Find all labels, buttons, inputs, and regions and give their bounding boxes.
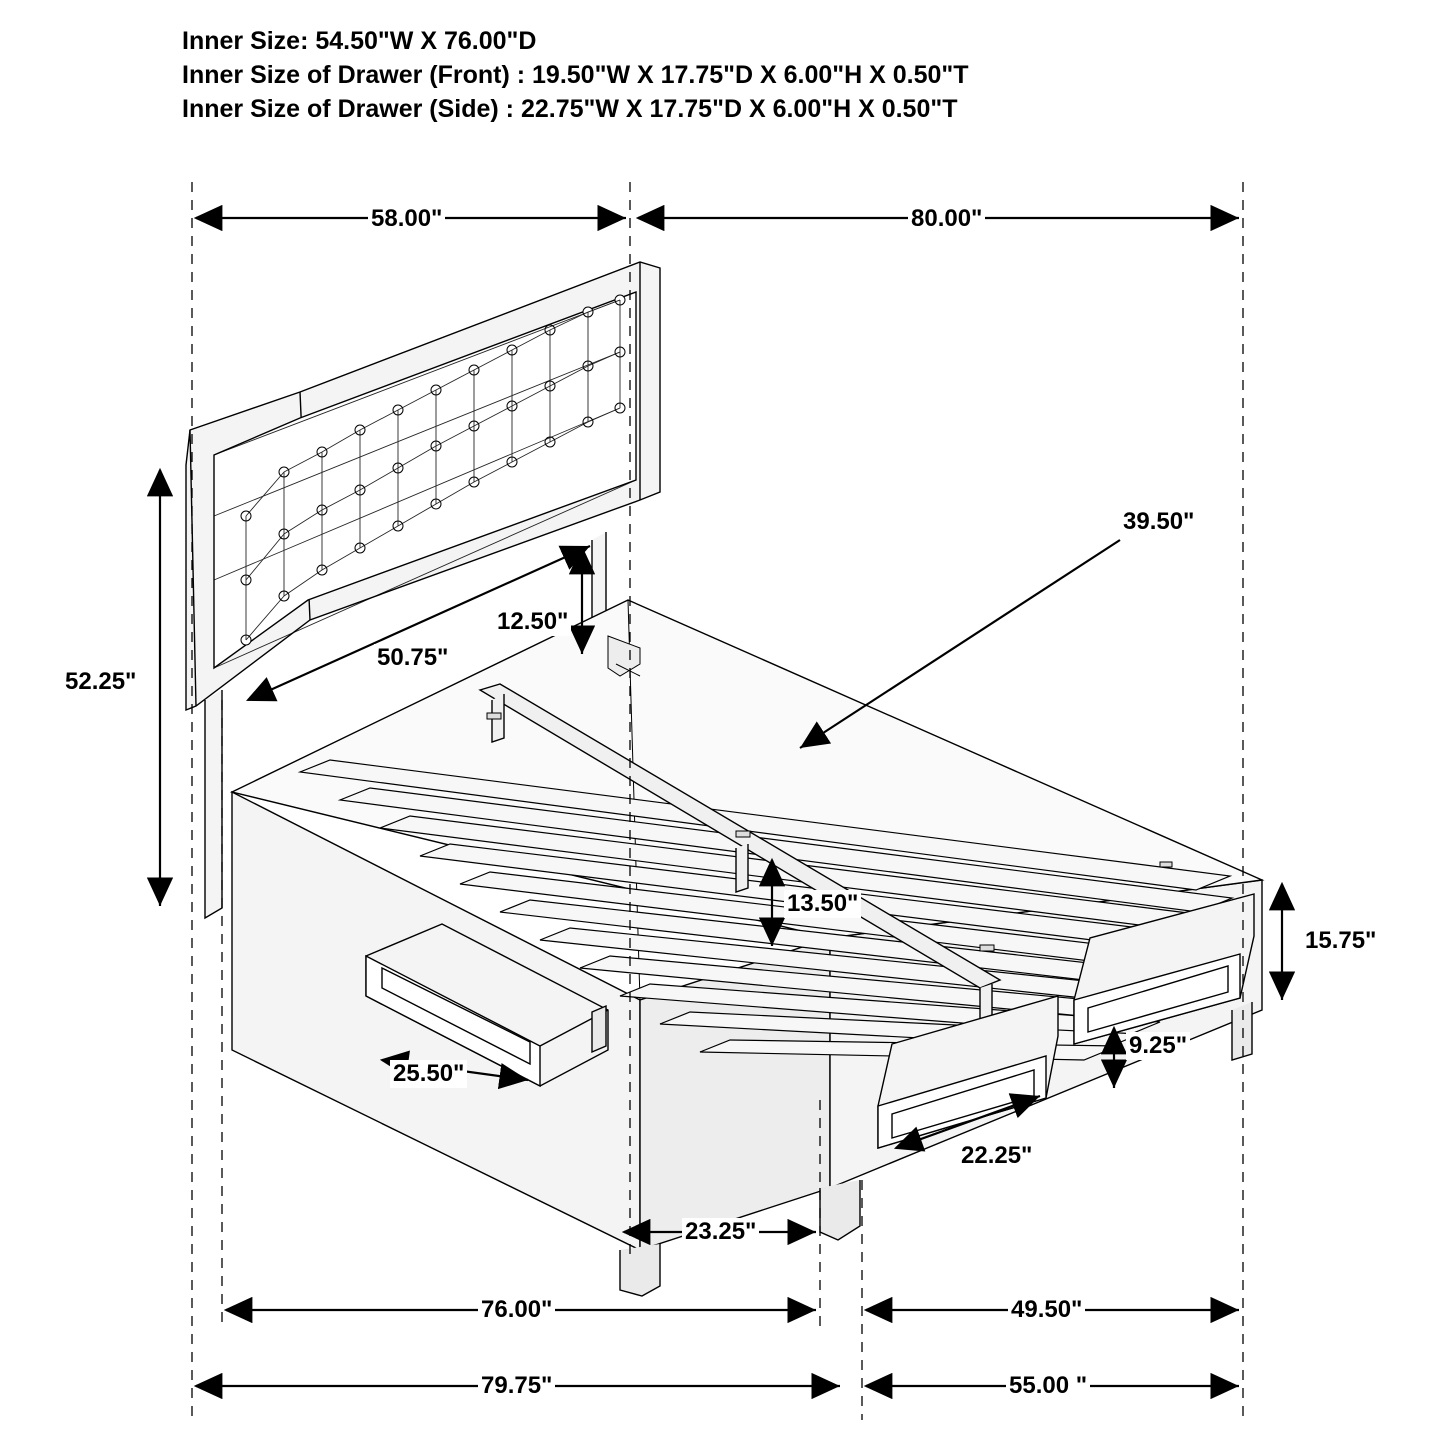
spec-line-drawer-side: Inner Size of Drawer (Side) : 22.75"W X 17.75"D X 6.00"H X 0.50"T — [182, 95, 958, 123]
dim-label-22-25: 22.25" — [958, 1142, 1035, 1170]
dim-label-80: 80.00" — [908, 205, 985, 233]
dim-label-76: 76.00" — [478, 1296, 555, 1324]
dim-label-13-50: 13.50" — [784, 890, 861, 918]
bed-geometry — [186, 262, 1262, 1296]
dim-label-39-50: 39.50" — [1120, 508, 1197, 536]
dim-label-15-75: 15.75" — [1302, 927, 1379, 955]
spec-line-drawer-front: Inner Size of Drawer (Front) : 19.50"W X 17.75"D X 6.00"H X 0.50"T — [182, 61, 969, 89]
dim-label-58: 58.00" — [368, 205, 445, 233]
dim-label-25-50: 25.50" — [390, 1060, 467, 1088]
spec-line-inner-size: Inner Size: 54.50"W X 76.00"D — [182, 27, 537, 55]
dim-label-55: 55.00 " — [1006, 1372, 1090, 1400]
dim-label-12-50: 12.50" — [494, 608, 571, 636]
dim-label-52-25: 52.25" — [62, 668, 139, 696]
dim-label-50-75: 50.75" — [374, 644, 451, 672]
dim-label-49-50: 49.50" — [1008, 1296, 1085, 1324]
dim-label-23-25: 23.25" — [682, 1218, 759, 1246]
dim-label-79-75: 79.75" — [478, 1372, 555, 1400]
dim-label-9-25: 9.25" — [1126, 1032, 1190, 1060]
